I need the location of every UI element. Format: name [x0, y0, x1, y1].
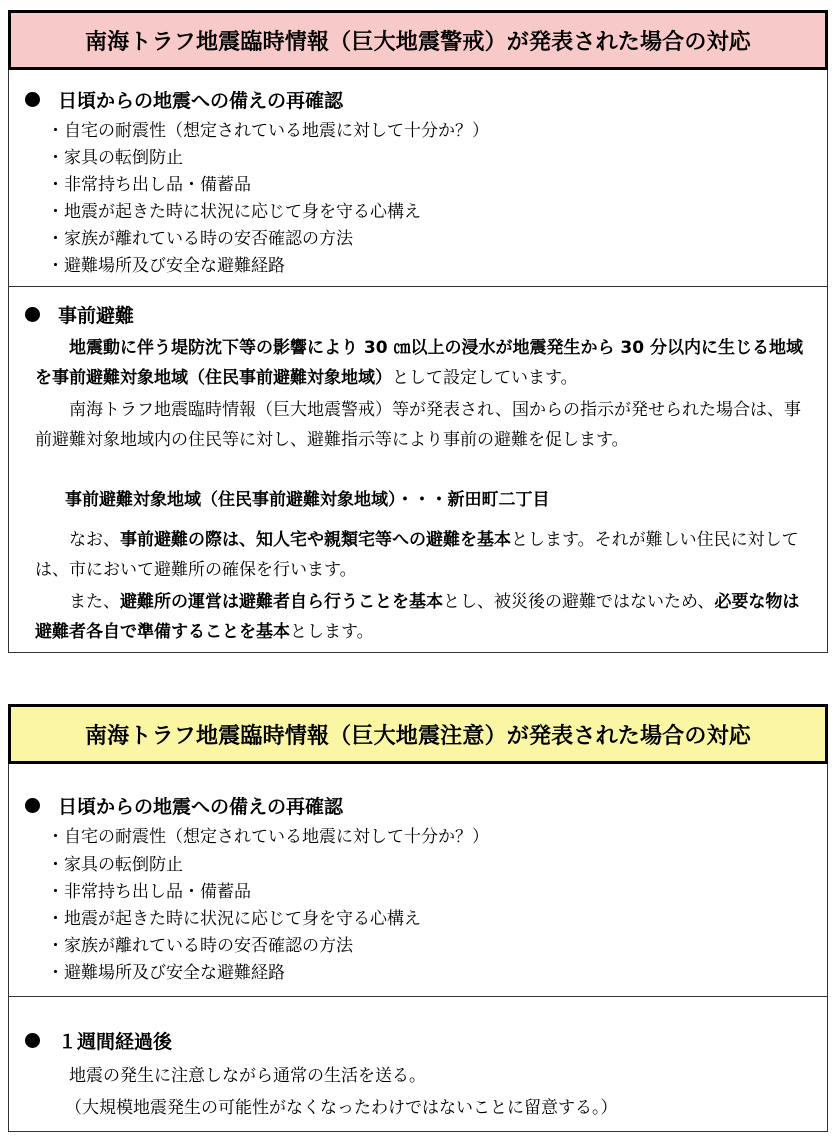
section-heading-text: 日頃からの地震への備えの再確認 [58, 90, 344, 112]
bold-text: 事前避難の際は、知人宅や親類宅等への避難を基本 [120, 530, 511, 550]
panel-title: 南海トラフ地震臨時情報（巨大地震注意）が発表された場合の対応 [8, 704, 828, 764]
section-heading [25, 301, 134, 328]
list-item: ・地震が起きた時に状況に応じて身を守る心構え [47, 909, 421, 929]
bullet-icon [25, 92, 40, 107]
list-item: ・避難場所及び安全な避難経路 [47, 963, 285, 983]
list-item: ・家具の転倒防止 [47, 148, 183, 168]
panel-body [8, 70, 828, 653]
text: 南海トラフ地震臨時情報（巨大地震警戒）等が発表され、国からの指示が発せられた場合は、事前避難対象地域内の住民等に対し、避難指示等により事前の避難を促します。 [35, 400, 802, 450]
list-item: ・避難場所及び安全な避難経路 [47, 256, 285, 276]
paragraph [35, 525, 805, 585]
bullet-icon [25, 798, 40, 813]
text: として設定しています。 [392, 368, 578, 388]
list-item: ・自宅の耐震性（想定されている地震に対して十分か？） [47, 827, 489, 847]
target-area-line: 事前避難対象地域（住民事前避難対象地域）・・・新田町二丁目 [65, 490, 550, 510]
paragraph [35, 587, 805, 647]
bold-text: 必要な物は避難者各自で準備することを基本 [35, 592, 800, 642]
section-heading [25, 86, 343, 113]
section-heading [25, 1027, 172, 1054]
section-heading-text: １週間経過後 [58, 1031, 173, 1053]
list-item: ・非常持ち出し品・備蓄品 [47, 175, 251, 195]
section-heading-text: 事前避難 [58, 305, 135, 327]
section-heading-text: 日頃からの地震への備えの再確認 [58, 796, 344, 818]
text-line: 地震の発生に注意しながら通常の生活を送る。 [69, 1066, 426, 1086]
after-one-week-section [9, 996, 827, 1131]
list-item: ・家具の転倒防止 [47, 855, 183, 875]
panel-title: 南海トラフ地震臨時情報（巨大地震警戒）が発表された場合の対応 [8, 10, 828, 70]
bullet-icon [25, 307, 40, 322]
panel-body [8, 764, 828, 1132]
section-heading [25, 792, 343, 819]
text: また、 [69, 592, 120, 612]
text: とし、被災後の避難ではないため、 [443, 592, 715, 612]
list-item: ・地震が起きた時に状況に応じて身を守る心構え [47, 202, 421, 222]
bold-text: 地震動に伴う堤防沈下等の影響により 30 ㎝以上の浸水が地震発生から 30 分以内に生じる地域を事前避難対象地域（住民事前避難対象地域） [35, 338, 803, 388]
text-line: （大規模地震発生の可能性がなくなったわけではないことに留意する。） [65, 1098, 618, 1118]
text: とします。 [290, 622, 374, 642]
list-item: ・非常持ち出し品・備蓄品 [47, 882, 251, 902]
warning-panel [8, 10, 828, 653]
list-item: ・自宅の耐震性（想定されている地震に対して十分か？） [47, 121, 489, 141]
bold-text: 避難所の運営は避難者自ら行うことを基本 [120, 592, 443, 612]
paragraph [35, 395, 805, 455]
evacuation-section [9, 286, 827, 652]
preparedness-section [9, 70, 827, 286]
advisory-panel [8, 704, 828, 1132]
text: なお、 [69, 530, 120, 550]
text: とします。それが難しい住民に対しては、市において避難所の確保を行います。 [35, 530, 799, 580]
list-item: ・家族が離れている時の安否確認の方法 [47, 229, 353, 249]
bullet-icon [25, 1033, 40, 1048]
list-item: ・家族が離れている時の安否確認の方法 [47, 936, 353, 956]
paragraph [35, 333, 805, 393]
preparedness-section [9, 764, 827, 996]
